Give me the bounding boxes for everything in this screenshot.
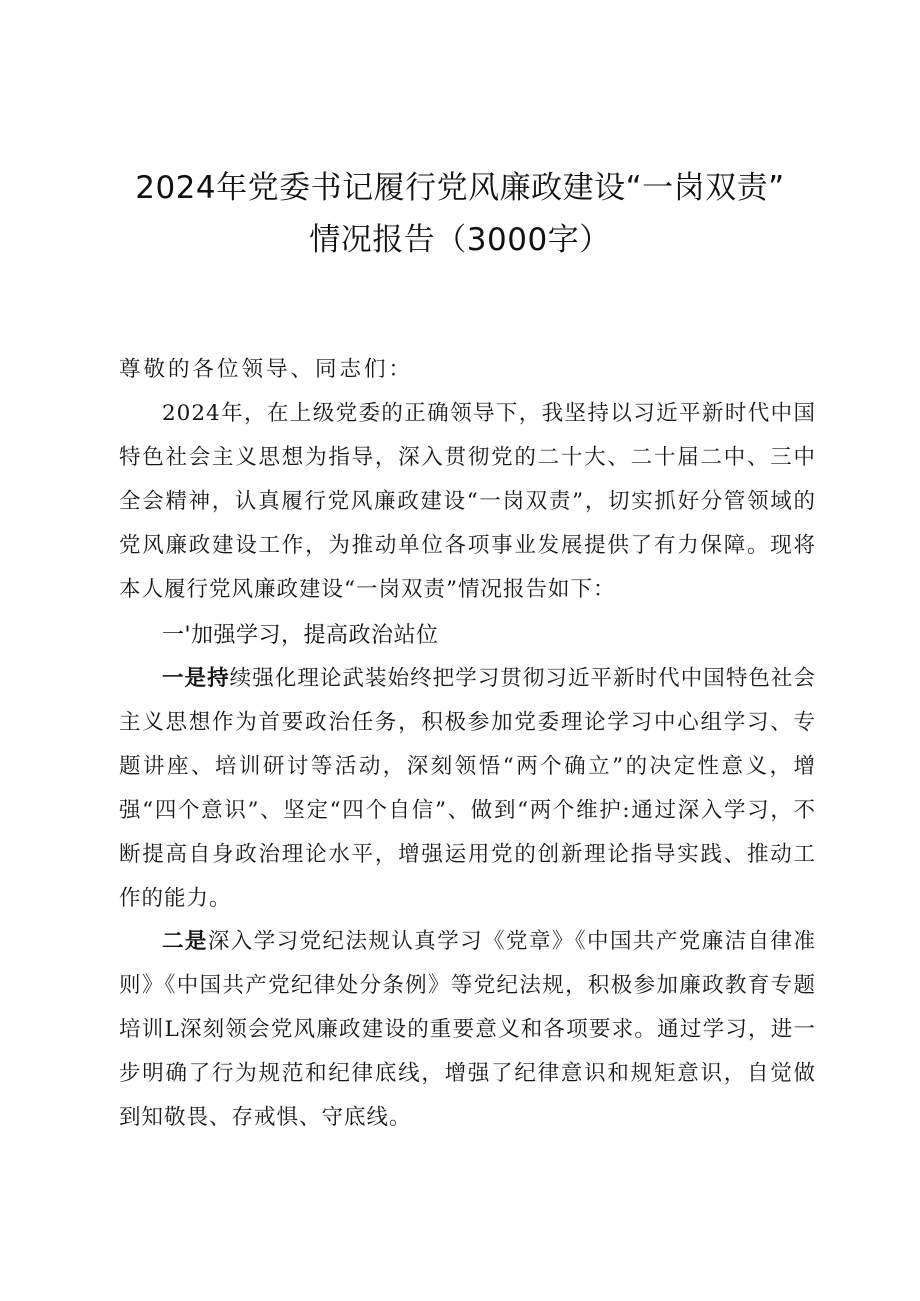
document-title-line-1: 2024年党委书记履行党风廉政建设“一岗双责” [135, 170, 785, 206]
item-1-paragraph [119, 657, 816, 921]
item-1-text: 续强化理论武装始终把学习贯彻习近平新时代中国特色社会主义思想作为首要政治任务，积极参加党委理论学习中心组学习、专题讲座、培训研讨等活动，深刻领悟“两个确立”的决定性意义，增强“四个意识”、坚定“四个自信”、做到“两个维护:通过深入学习，不断提高自身政治理论水平，增强运用党的创新理论指导实践、推动工作的能力。 [119, 666, 816, 911]
salutation: 尊敬的各位领导、同志们： [119, 357, 414, 382]
document-title-line-2: 情况报告（3000字） [309, 222, 611, 258]
item-1-lead: 一是持 [162, 666, 230, 691]
item-2-paragraph [119, 920, 816, 1140]
item-2-text: 深入学习党纪法规认真学习《党章》《中国共产党廉洁自律准则》《中国共产党纪律处分条例》等党纪法规，积极参加廉政教育专题培训L深刻领会党风廉政建设的重要意义和各项要求。通过学习，进一步明确了行为规范和纪律底线，增强了纪律意识和规矩意识，自觉做到知敬畏、存戒惧、守底线。 [119, 929, 816, 1130]
intro-paragraph: 2024年，在上级党委的正确领导下，我坚持以习近平新时代中国特色社会主义思想为指导，深入贯彻党的二十大、二十届二中、三中全会精神，认真履行党风廉政建设“一岗双责”，切实抓好分管领域的党风廉政建设工作，为推动单位各项事业发展提供了有力保障。现将本人履行党风廉政建设“一岗双责”情况报告如下： [119, 401, 816, 602]
item-2-lead: 二是 [162, 929, 208, 954]
section-heading-1: 一'加强学习，提高政治站位 [162, 623, 439, 648]
